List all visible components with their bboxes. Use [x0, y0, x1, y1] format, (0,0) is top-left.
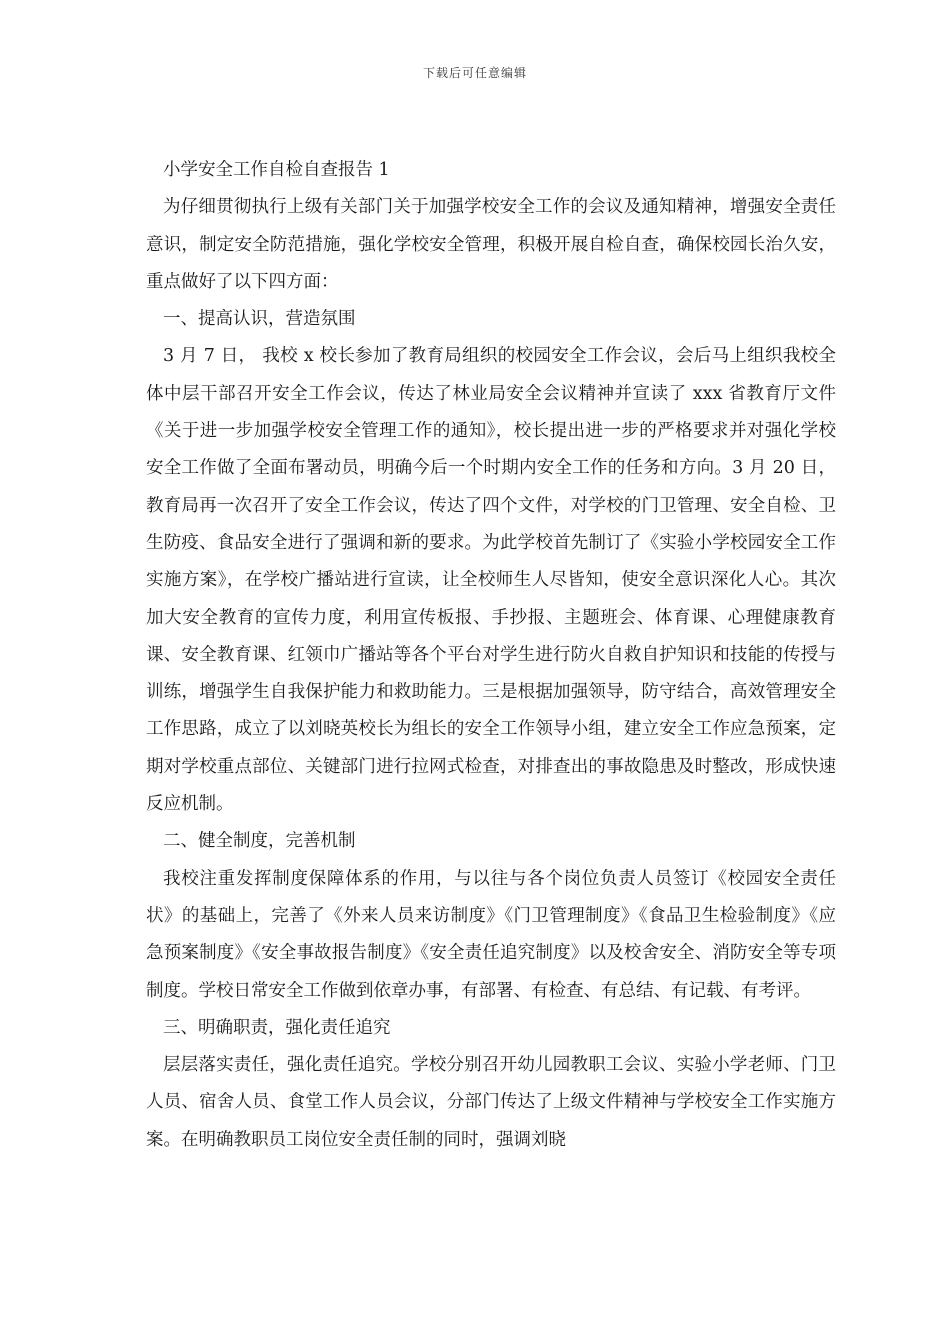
document-body	[146, 152, 836, 1159]
intro-paragraph: 为仔细贯彻执行上级有关部门关于加强学校安全工作的会议及通知精神，增强安全责任意识，制定安全防范措施，强化学校安全管理，积极开展自检自查，确保校园长治久安，重点做好了以下四方面：	[146, 197, 836, 292]
section-3-paragraph: 层层落实责任，强化责任追究。学校分别召开幼儿园教职工会议、实验小学老师、门卫人员、宿舍人员、食堂工作人员会议，分部门传达了上级文件精神与学校安全工作实施方案。在明确教职员工岗位安全责任制的同时，强调刘晓	[146, 1055, 836, 1150]
section-2-paragraph: 我校注重发挥制度保障体系的作用，与以往与各个岗位负责人员签订《校园安全责任状》的基础上，完善了《外来人员来访制度》《门卫管理制度》《食品卫生检验制度》《应急预案制度》《安全事故报告制度》《安全责任追究制度》以及校舍安全、消防安全等专项制度。学校日常安全工作做到依章办事，有部署、有检查、有总结、有记载、有考评。	[146, 868, 836, 1001]
section-1-heading: 一、提高认识，营造氛围	[163, 309, 356, 330]
document-title: 小学安全工作自检自查报告 1	[163, 160, 390, 180]
section-1-paragraph: 3 月 7 日， 我校 x 校长参加了教育局组织的校园安全工作会议，会后马上组织我校全体中层干部召开安全工作会议，传达了林业局安全会议精神并宣读了 xxx 省教育厅文件《关于进一步加强学校安全管理工作的通知》，校长提出进一步的严格要求并对强化学校安全工作做了全面布署动员，明确今后一个时期内安全工作的任务和方向。3 月 20 日，教育局再一次召开了安全工作会议，传达了四个文件，对学校的门卫管理、安全自检、卫生防疫、食品安全进行了强调和新的要求。为此学校首先制订了《实验小学校园安全工作实施方案》，在学校广播站进行宣读，让全校师生人尽皆知，使安全意识深化人心。其次加大安全教育的宣传力度，利用宣传板报、手抄报、主题班会、体育课、心理健康教育课、安全教育课、红领巾广播站等各个平台对学生进行防火自救自护知识和技能的传授与训练，增强学生自我保护能力和救助能力。三是根据加强领导，防守结合，高效管理安全工作思路，成立了以刘晓英校长为组长的安全工作领导小组，建立安全工作应急预案，定期对学校重点部位、关键部门进行拉网式检查，对排查出的事故隐患及时整改，形成快速反应机制。	[146, 346, 836, 815]
page-header: 下载后可任意编辑	[422, 66, 527, 80]
section-2-heading: 二、健全制度，完善机制	[163, 831, 356, 852]
section-3-heading: 三、明确职责，强化责任追究	[163, 1017, 391, 1038]
